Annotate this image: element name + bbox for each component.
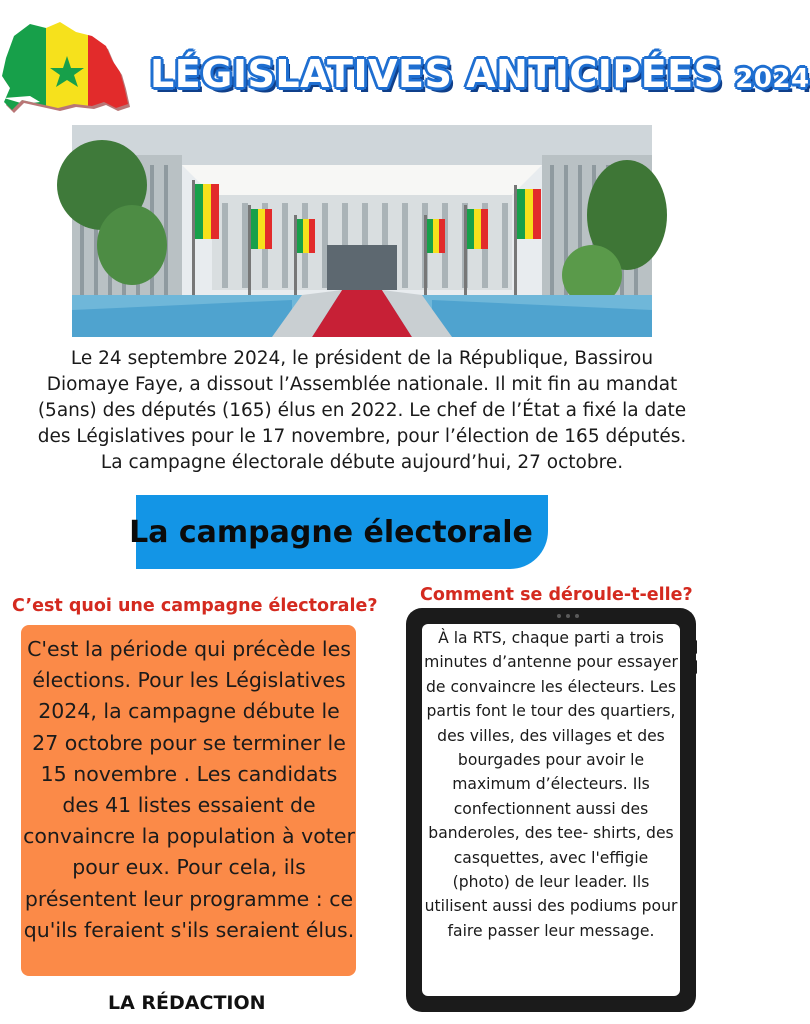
section-banner [129,495,548,569]
tablet-camera-icon [538,612,598,620]
right-answer-text: À la RTS, chaque parti a trois minutes d’antenne pour essayer de convaincre les électeurs. Les partis font le tour des quartiers, des villes, des villages et des bourgades pour avoir le maximum d’électeurs. Ils confectionnent aussi des banderoles, des tee- shirts, des casquettes, avec l'effigie (photo) de leur leader. Ils utilisent aussi des podiums pour faire passer leur message. [424,629,678,940]
tablet-side-button-icon [694,660,697,674]
left-question-heading: C’est quoi une campagne électorale? [12,596,378,616]
assemblee-nationale-building-photo [72,125,652,337]
page-title: LÉGISLATIVES ANTICIPÉES 2024 [150,52,810,96]
section-title: La campagne électorale [129,514,533,550]
title-year: 2024 [735,64,810,94]
right-question-heading: Comment se déroule-t-elle? [420,585,693,605]
left-answer-text: C'est la période qui précède les élections. Pour les Législatives 2024, la campagne débute le 27 octobre pour se terminer le 15 novembre . Les candidats des 41 listes essaient de convaincre la population à voter pour eux. Pour cela, ils présentent leur programme : ce qu'ils feraient s'ils seraient élus. [23,637,355,942]
intro-paragraph: Le 24 septembre 2024, le président de la République, Bassirou Diomaye Faye, a dissout l’Assemblée nationale. Il mit fin au mandat (5ans) des députés (165) élus en 2022. Le chef de l’État a fixé la date des Législatives pour le 17 novembre, pour l’élection de 165 députés. La campagne électorale débute aujourd’hui, 27 octobre. [37,348,687,473]
signature: LA RÉDACTION [108,992,266,1014]
tablet-side-button-icon [694,640,697,654]
senegal-flag-map-icon [0,12,134,124]
